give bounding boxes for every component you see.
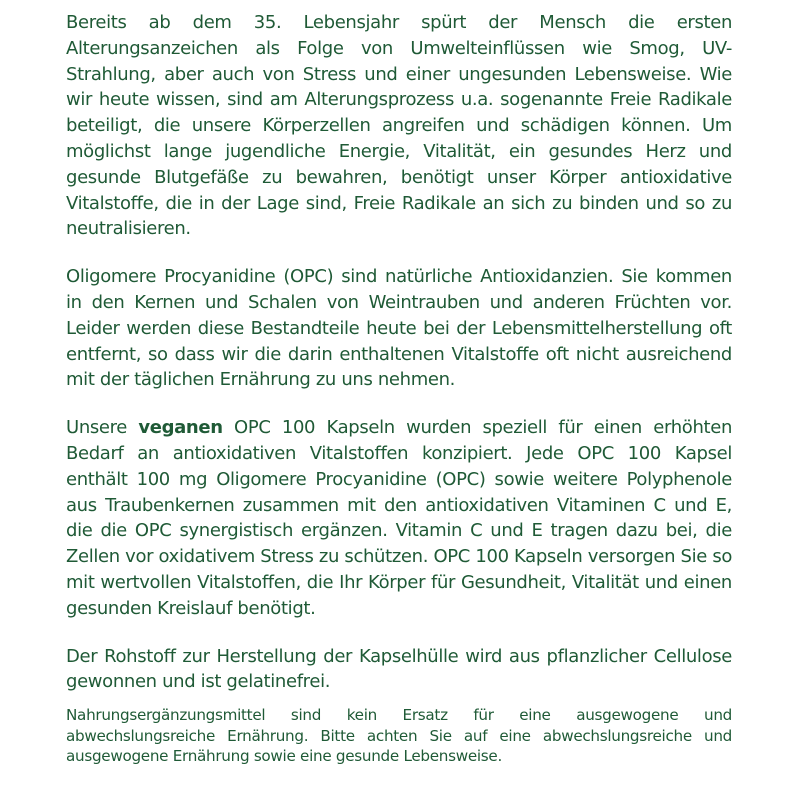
paragraph-capsules bbox=[66, 415, 732, 621]
paragraph-capsule-shell: Der Rohstoff zur Herstellung der Kapselhülle wird aus pflanzlicher Cellulose gewonnen und ist gelatinefrei. bbox=[66, 645, 732, 693]
paragraph-aging: Bereits ab dem 35. Lebensjahr spürt der Mensch die ersten Alterungsanzeichen als Folge von Umwelteinflüssen wie Smog, UV-Strahlung, aber auch von Stress und einer ungesunden Lebensweise. Wie wir heute wissen, sind am Alterungsprozess u.a. sogenannte Freie Radikale beteiligt, die unsere Körperzellen angreifen und schädigen können. Um möglichst lange jugendliche Energie, Vitalität, ein gesundes Herz und gesunde Blutgefäße zu bewahren, benötigt unser Körper antioxidative Vitalstoffe, die in der Lage sind, Freie Radikale an sich zu binden und so zu neutralisieren. bbox=[66, 12, 732, 240]
product-description bbox=[66, 10, 732, 767]
paragraph-capsules-prefix: Unsere bbox=[66, 417, 139, 439]
paragraph-capsules-rest: OPC 100 Kapseln wurden speziell für einen erhöhten Bedarf an antioxidativen Vitalstoffen konzipiert. Jede OPC 100 Kapsel enthält 100 mg Oligomere Procyanidine (OPC) sowie weitere Polyphenole aus Traubenkernen zusammen mit den antioxidativen Vitaminen C und E, die die OPC synergistisch ergänzen. Vitamin C und E tragen dazu bei, die Zellen vor oxidativem Stress zu schützen. OPC 100 Kapseln versorgen Sie so mit wertvollen Vitalstoffen, die Ihr Körper für Gesundheit, Vitalität und einen gesunden Kreislauf benötigt. bbox=[66, 417, 733, 619]
paragraph-opc-intro: Oligomere Procyanidine (OPC) sind natürliche Antioxidanzien. Sie kommen in den Kernen und Schalen von Weintrauben und anderen Früchten vor. Leider werden diese Bestandteile heute bei der Lebensmittelherstellung oft entfernt, so dass wir die darin enthaltenen Vitalstoffe oft nicht ausreichend mit der täglichen Ernährung zu uns nehmen. bbox=[66, 266, 732, 391]
supplement-disclaimer: Nahrungsergänzungsmittel sind kein Ersatz für eine ausgewogene und abwechslungsreiche Ernährung. Bitte achten Sie auf eine abwechslungsreiche und ausgewogene Ernährung sowie eine gesunde Lebensweise. bbox=[66, 706, 732, 766]
vegan-highlight: veganen bbox=[138, 417, 223, 439]
